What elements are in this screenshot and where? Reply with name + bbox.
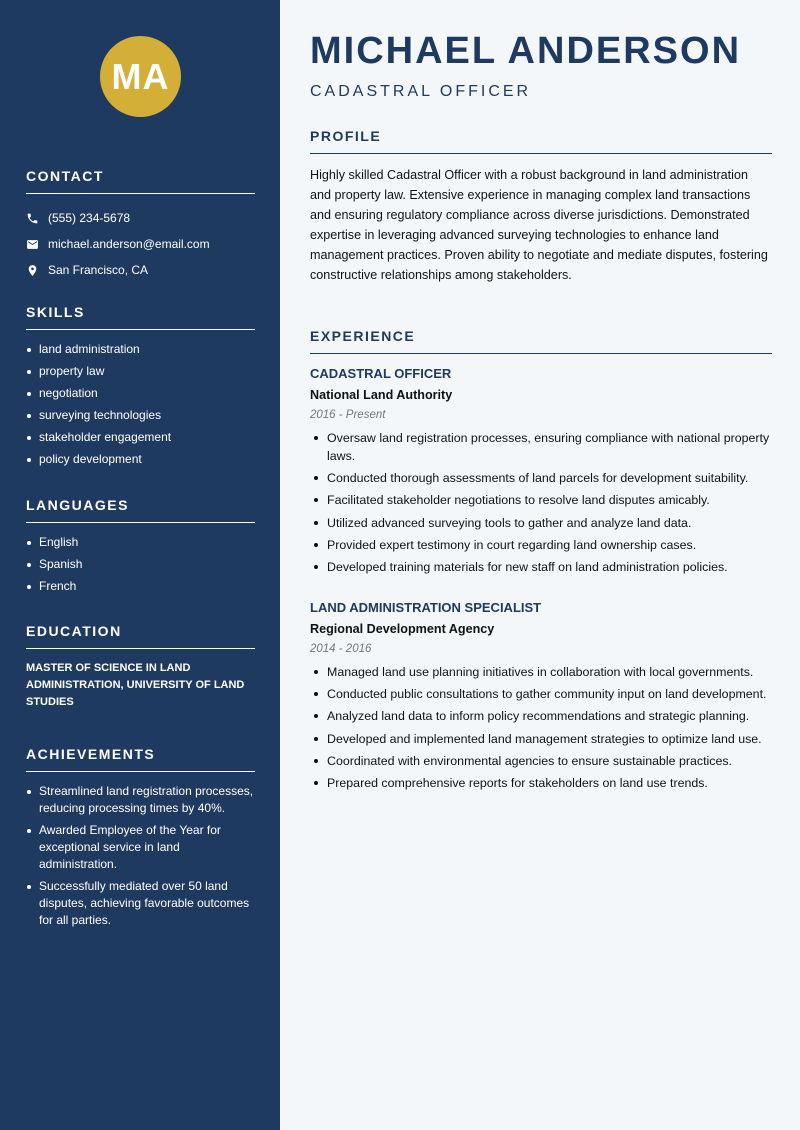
skill-item: property law <box>26 363 255 380</box>
contact-heading: CONTACT <box>26 168 255 194</box>
skills-list <box>26 341 255 468</box>
skill-item: stakeholder engagement <box>26 429 255 446</box>
profile-section <box>310 128 772 286</box>
contact-phone <box>26 205 255 231</box>
skill-item: policy development <box>26 451 255 468</box>
job-entry <box>310 366 772 580</box>
language-item: English <box>26 534 255 551</box>
job-bullets <box>310 663 772 792</box>
job-bullet: Prepared comprehensive reports for stakeholders on land use trends. <box>310 774 772 792</box>
skills-heading: SKILLS <box>26 304 255 330</box>
achievement-item: Successfully mediated over 50 land disputes, achieving favorable outcomes for all parties. <box>26 878 255 929</box>
skill-item: negotiation <box>26 385 255 402</box>
contact-section <box>26 168 255 283</box>
language-item: Spanish <box>26 556 255 573</box>
phone-icon <box>26 212 39 225</box>
job-bullet: Developed and implemented land management strategies to optimize land use. <box>310 730 772 748</box>
profile-text: Highly skilled Cadastral Officer with a robust background in land administration and property law. Extensive experience in managing complex land transactions and ensuring regulatory compliance across diverse jurisdictions. Demonstrated expertise in leveraging advanced surveying technologies to enhance land management practices. Proven ability to negotiate and mediate disputes, fostering constructive relationships among stakeholders. <box>310 168 768 283</box>
contact-location <box>26 257 255 283</box>
language-item: French <box>26 578 255 595</box>
achievement-item: Streamlined land registration processes, reducing processing times by 40%. <box>26 783 255 817</box>
languages-list <box>26 534 255 595</box>
location-text: San Francisco, CA <box>48 263 149 277</box>
job-dates: 2014 - 2016 <box>310 643 372 655</box>
job-bullet: Provided expert testimony in court regarding land ownership cases. <box>310 536 772 554</box>
sidebar <box>0 0 280 1130</box>
job-bullet: Facilitated stakeholder negotiations to resolve land disputes amicably. <box>310 491 772 509</box>
job-bullet: Coordinated with environmental agencies to ensure sustainable practices. <box>310 752 772 770</box>
job-company: National Land Authority <box>310 388 453 402</box>
education-heading: EDUCATION <box>26 623 255 649</box>
map-pin-icon <box>26 264 39 277</box>
job-bullet: Managed land use planning initiatives in collaboration with local governments. <box>310 663 772 681</box>
avatar-initials: MA <box>100 36 181 117</box>
languages-heading: LANGUAGES <box>26 497 255 523</box>
experience-section <box>310 328 772 354</box>
education-section <box>26 623 255 711</box>
skill-item: land administration <box>26 341 255 358</box>
job-title: CADASTRAL OFFICER <box>310 366 452 381</box>
skills-section <box>26 304 255 473</box>
job-dates: 2016 - Present <box>310 409 386 421</box>
job-bullet: Developed training materials for new staff on land administration policies. <box>310 558 772 576</box>
achievement-item: Awarded Employee of the Year for exceptional service in land administration. <box>26 822 255 873</box>
job-bullet: Analyzed land data to inform policy recommendations and strategic planning. <box>310 707 772 725</box>
job-bullet: Utilized advanced surveying tools to gather and analyze land data. <box>310 514 772 532</box>
skill-item: surveying technologies <box>26 407 255 424</box>
job-bullet: Conducted thorough assessments of land parcels for development suitability. <box>310 469 772 487</box>
job-company: Regional Development Agency <box>310 622 495 636</box>
phone-text: (555) 234-5678 <box>48 211 131 225</box>
job-entry <box>310 600 772 796</box>
email-text: michael.anderson@email.com <box>48 237 210 251</box>
achievements-heading: ACHIEVEMENTS <box>26 746 255 772</box>
job-bullets <box>310 429 772 576</box>
education-degree: MASTER OF SCIENCE IN LAND ADMINISTRATION, UNIVERSITY OF LAND STUDIES <box>26 662 245 708</box>
candidate-name: MICHAEL ANDERSON <box>310 30 742 72</box>
candidate-title: CADASTRAL OFFICER <box>310 83 532 100</box>
contact-email <box>26 231 255 257</box>
mail-icon <box>26 238 39 251</box>
experience-heading: EXPERIENCE <box>310 328 772 354</box>
job-bullet: Conducted public consultations to gather community input on land development. <box>310 685 772 703</box>
achievements-section <box>26 746 255 934</box>
contact-list <box>26 205 255 283</box>
job-title: LAND ADMINISTRATION SPECIALIST <box>310 600 542 615</box>
languages-section <box>26 497 255 600</box>
achievements-list <box>26 783 255 929</box>
job-bullet: Oversaw land registration processes, ensuring compliance with national property laws. <box>310 429 772 465</box>
profile-heading: PROFILE <box>310 128 772 154</box>
